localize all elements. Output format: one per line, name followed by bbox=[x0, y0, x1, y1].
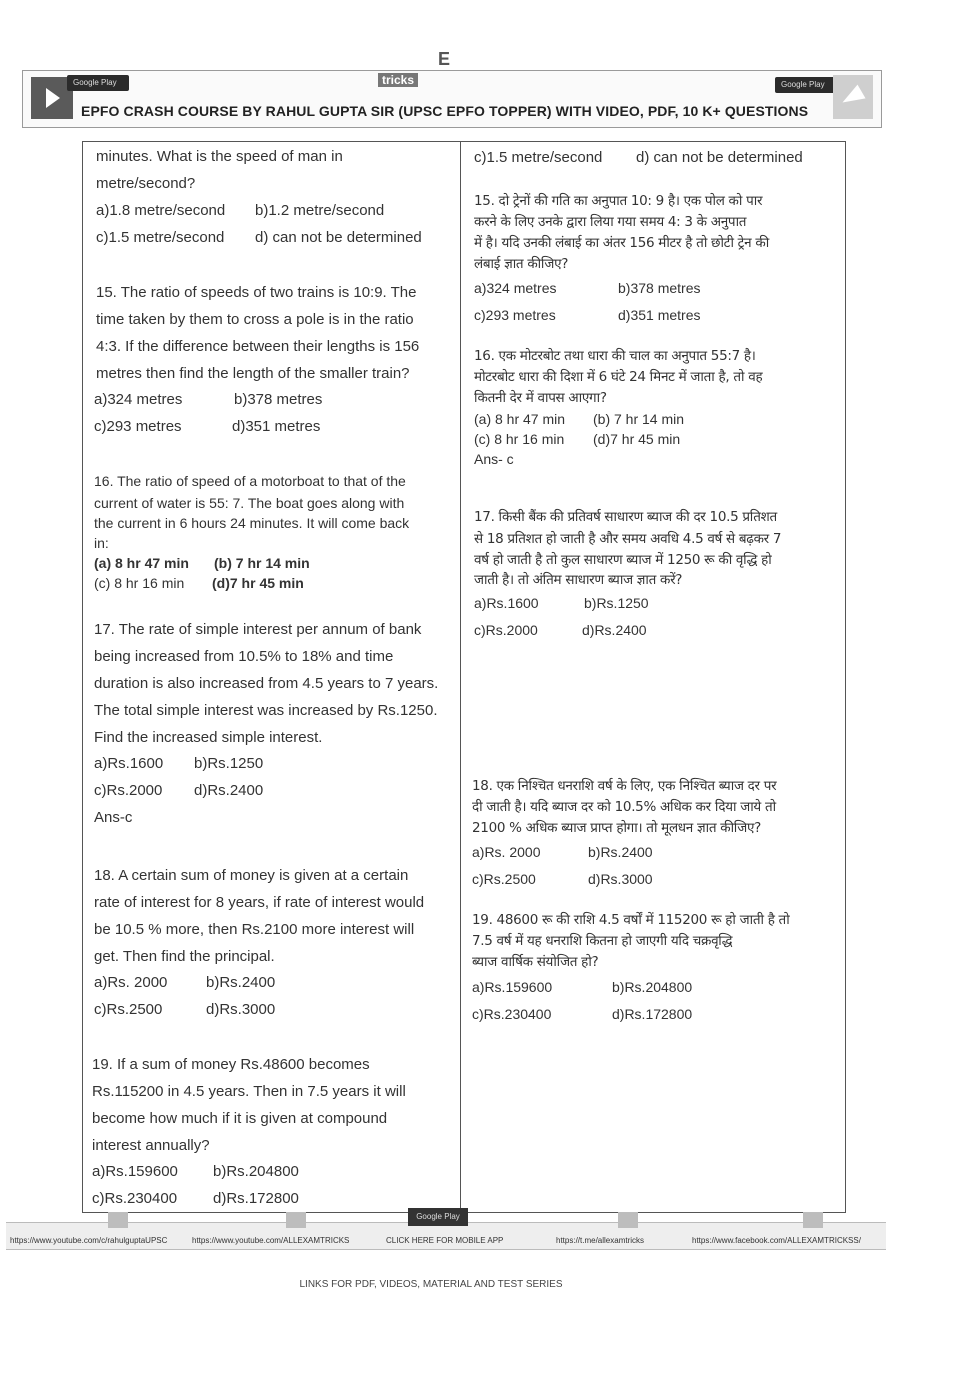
q19-text-line: interest annually? bbox=[92, 1137, 210, 1154]
q18-hindi-line: दी जाती है। यदि ब्याज दर को 10.5% अधिक कर दिया जाये तो bbox=[472, 799, 776, 815]
q17-answer: Ans-c bbox=[94, 809, 133, 826]
q19-option-b-hi: b)Rs.204800 bbox=[612, 979, 693, 995]
q17-hindi-line: 17. किसी बैंक की प्रतिवर्ष साधारण ब्याज की दर 10.5 प्रतिशत bbox=[474, 509, 777, 525]
q15-option-a-hi: a)324 metres bbox=[474, 280, 557, 296]
q19-hindi-line: 19. 48600 रू की राशि 4.5 वर्षों में 115200 रू हो जाती है तो bbox=[472, 912, 790, 928]
facebook-icon[interactable] bbox=[803, 1212, 823, 1228]
q14-option-a: a)1.8 metre/second bbox=[96, 202, 226, 219]
q19-option-c: c)Rs.230400 bbox=[92, 1190, 178, 1207]
q15-hindi-line: करने के लिए उनके द्वारा लिया गया समय 4: 3 के अनुपात bbox=[474, 214, 747, 230]
q14-option-b: b)1.2 metre/second bbox=[255, 202, 385, 219]
q17-hindi-line: से 18 प्रतिशत हो जाती है और समय अवधि 4.5 वर्ष से बढ़कर 7 bbox=[474, 531, 782, 547]
q19-hindi-line: ब्याज वार्षिक संयोजित हो? bbox=[472, 954, 599, 970]
q14-option-c-hi: c)1.5 metre/second bbox=[474, 149, 603, 166]
telegram-link[interactable]: https://t.me/allexamtricks bbox=[556, 1236, 645, 1245]
q16-option-b: (b) 7 hr 14 min bbox=[214, 555, 310, 571]
q17-option-c-hi: c)Rs.2000 bbox=[474, 622, 538, 638]
q18-text-line: rate of interest for 8 years, if rate of interest would bbox=[94, 894, 425, 911]
q17-option-d-hi: d)Rs.2400 bbox=[582, 622, 647, 638]
q14-option-d-hi: d) can not be determined bbox=[636, 149, 803, 166]
q16-text-line: current of water is 55: 7. The boat goes along with bbox=[94, 495, 405, 511]
q17-option-b-hi: b)Rs.1250 bbox=[584, 595, 649, 611]
q15-hindi-line: लंबाई ज्ञात कीजिए? bbox=[474, 256, 569, 272]
brand-logo bbox=[378, 73, 418, 87]
q17-option-a: a)Rs.1600 bbox=[94, 755, 164, 772]
q17-text-line: Find the increased simple interest. bbox=[94, 729, 323, 746]
q17-option-c: c)Rs.2000 bbox=[94, 782, 163, 799]
q18-text-line: get. Then find the principal. bbox=[94, 948, 275, 965]
q19-hindi-line: 7.5 वर्ष में यह धनराशि कितना हो जाएगी यदि चक्रवृद्धि bbox=[472, 933, 733, 949]
brand-mark: E bbox=[438, 49, 451, 69]
q17-text-line: The total simple interest was increased by Rs.1250. bbox=[94, 702, 438, 719]
q14-option-d: d) can not be determined bbox=[255, 229, 422, 246]
q16-hindi-line: 16. एक मोटरबोट तथा धारा की चाल का अनुपात 55:7 है। bbox=[474, 348, 756, 364]
q19-option-a-hi: a)Rs.159600 bbox=[472, 979, 553, 995]
q19-option-d: d)Rs.172800 bbox=[213, 1190, 299, 1207]
q15-text-line: time taken by them to cross a pole is in the ratio bbox=[96, 311, 414, 328]
q16-answer-hi: Ans- c bbox=[474, 451, 514, 467]
google-play-badge-right[interactable]: Google Play bbox=[775, 77, 837, 93]
q14-text-line: minutes. What is the speed of man in bbox=[96, 148, 343, 165]
q17-option-d: d)Rs.2400 bbox=[194, 782, 264, 799]
q17-text-line: being increased from 10.5% to 18% and time bbox=[94, 648, 394, 665]
q14-option-c: c)1.5 metre/second bbox=[96, 229, 225, 246]
q15-option-c: c)293 metres bbox=[94, 418, 182, 435]
youtube-play-icon[interactable] bbox=[286, 1212, 306, 1228]
q18-option-b: b)Rs.2400 bbox=[206, 974, 276, 991]
q16-option-b-hi: (b) 7 hr 14 min bbox=[593, 411, 685, 427]
q18-hindi-line: 18. एक निश्चित धनराशि वर्ष के लिए, एक निश्चित ब्याज दर पर bbox=[472, 778, 777, 794]
q18-option-d: d)Rs.3000 bbox=[206, 1001, 276, 1018]
q16-option-c-hi: (c) 8 hr 16 min bbox=[474, 431, 565, 447]
youtube-play-icon[interactable] bbox=[108, 1212, 128, 1228]
brand-text: tricks bbox=[378, 73, 418, 87]
q15-text-line: 4:3. If the difference between their lengths is 156 bbox=[96, 338, 420, 355]
q18-option-a-hi: a)Rs. 2000 bbox=[472, 844, 541, 860]
q17-option-a-hi: a)Rs.1600 bbox=[474, 595, 539, 611]
footer-caption: LINKS FOR PDF, VIDEOS, MATERIAL AND TEST SERIES bbox=[299, 1279, 563, 1290]
q17-hindi-line: वर्ष हो जाती है तो कुल साधारण ब्याज में 1250 रू की वृद्धि हो bbox=[474, 552, 772, 568]
youtube-link-allexamtricks[interactable]: https://www.youtube.com/ALLEXAMTRICKS bbox=[192, 1236, 350, 1245]
mobile-app-link[interactable]: CLICK HERE FOR MOBILE APP bbox=[386, 1236, 504, 1245]
q16-option-d-hi: (d)7 hr 45 min bbox=[593, 431, 681, 447]
q15-hindi-line: 15. दो ट्रेनों की गति का अनुपात 10: 9 है। एक पोल को पार bbox=[474, 193, 763, 209]
google-play-badge-footer[interactable]: Google Play bbox=[408, 1208, 468, 1226]
q15-option-b-hi: b)378 metres bbox=[618, 280, 701, 296]
q16-text-line: the current in 6 hours 24 minutes. It will come back bbox=[94, 515, 410, 531]
q18-option-d-hi: d)Rs.3000 bbox=[588, 871, 653, 887]
q15-option-a: a)324 metres bbox=[94, 391, 183, 408]
q16-option-c: (c) 8 hr 16 min bbox=[94, 575, 185, 591]
q15-option-d: d)351 metres bbox=[232, 418, 321, 435]
q15-hindi-line: में है। यदि उनकी लंबाई का अंतर 156 मीटर है तो छोटी ट्रेन की bbox=[474, 235, 769, 251]
q16-option-a-hi: (a) 8 hr 47 min bbox=[474, 411, 566, 427]
q19-option-b: b)Rs.204800 bbox=[213, 1163, 299, 1180]
q16-text-line: in: bbox=[94, 535, 109, 551]
q15-option-c-hi: c)293 metres bbox=[474, 307, 556, 323]
q17-hindi-line: जाती है। तो अंतिम साधारण ब्याज ज्ञात करें? bbox=[474, 572, 683, 588]
q15-text-line: metres then find the length of the smaller train? bbox=[96, 365, 410, 382]
q18-option-b-hi: b)Rs.2400 bbox=[588, 844, 653, 860]
q18-option-c-hi: c)Rs.2500 bbox=[472, 871, 536, 887]
q18-option-c: c)Rs.2500 bbox=[94, 1001, 163, 1018]
q19-text-line: 19. If a sum of money Rs.48600 becomes bbox=[92, 1056, 370, 1073]
google-play-badge-left[interactable]: Google Play bbox=[67, 75, 129, 91]
telegram-send-icon[interactable] bbox=[833, 75, 873, 119]
q16-hindi-line: मोटरबोट धारा की दिशा में 6 घंटे 24 मिनट में जाता है, तो वह bbox=[474, 369, 763, 385]
q19-option-c-hi: c)Rs.230400 bbox=[472, 1006, 552, 1022]
q15-option-b: b)378 metres bbox=[234, 391, 323, 408]
q18-hindi-line: 2100 % अधिक ब्याज प्राप्त होगा। तो मूलधन ज्ञात कीजिए? bbox=[472, 820, 762, 836]
q15-option-d-hi: d)351 metres bbox=[618, 307, 701, 323]
q17-option-b: b)Rs.1250 bbox=[194, 755, 264, 772]
q19-option-d-hi: d)Rs.172800 bbox=[612, 1006, 693, 1022]
column-divider bbox=[460, 141, 461, 1211]
q19-text-line: Rs.115200 in 4.5 years. Then in 7.5 years it will bbox=[92, 1083, 406, 1100]
facebook-link[interactable]: https://www.facebook.com/ALLEXAMTRICKSS/ bbox=[692, 1236, 861, 1245]
q17-text-line: 17. The rate of simple interest per annum of bank bbox=[94, 621, 422, 638]
q16-hindi-line: कितनी देर में वापस आएगा? bbox=[474, 390, 607, 406]
q14-text-line: metre/second? bbox=[96, 175, 196, 192]
q18-text-line: 18. A certain sum of money is given at a certain bbox=[94, 867, 409, 884]
q19-option-a: a)Rs.159600 bbox=[92, 1163, 178, 1180]
q19-text-line: become how much if it is given at compound bbox=[92, 1110, 388, 1127]
q18-text-line: be 10.5 % more, then Rs.2100 more interest will bbox=[94, 921, 415, 938]
q17-text-line: duration is also increased from 4.5 years to 7 years. bbox=[94, 675, 439, 692]
q16-text-line: 16. The ratio of speed of a motorboat to that of the bbox=[94, 473, 406, 489]
q16-option-a: (a) 8 hr 47 min bbox=[94, 555, 189, 571]
q16-option-d: (d)7 hr 45 min bbox=[212, 575, 304, 591]
banner-title: EPFO CRASH COURSE BY RAHUL GUPTA SIR (UPSC EPFO TOPPER) WITH VIDEO, PDF, 10 K+ QUESTIONS bbox=[81, 103, 809, 119]
youtube-link-rahulgupta[interactable]: https://www.youtube.com/c/rahulguptaUPSC bbox=[10, 1236, 168, 1245]
q18-option-a: a)Rs. 2000 bbox=[94, 974, 168, 991]
telegram-send-icon[interactable] bbox=[618, 1212, 638, 1228]
header-banner bbox=[22, 49, 882, 128]
q15-text-line: 15. The ratio of speeds of two trains is 10:9. The bbox=[96, 284, 417, 301]
